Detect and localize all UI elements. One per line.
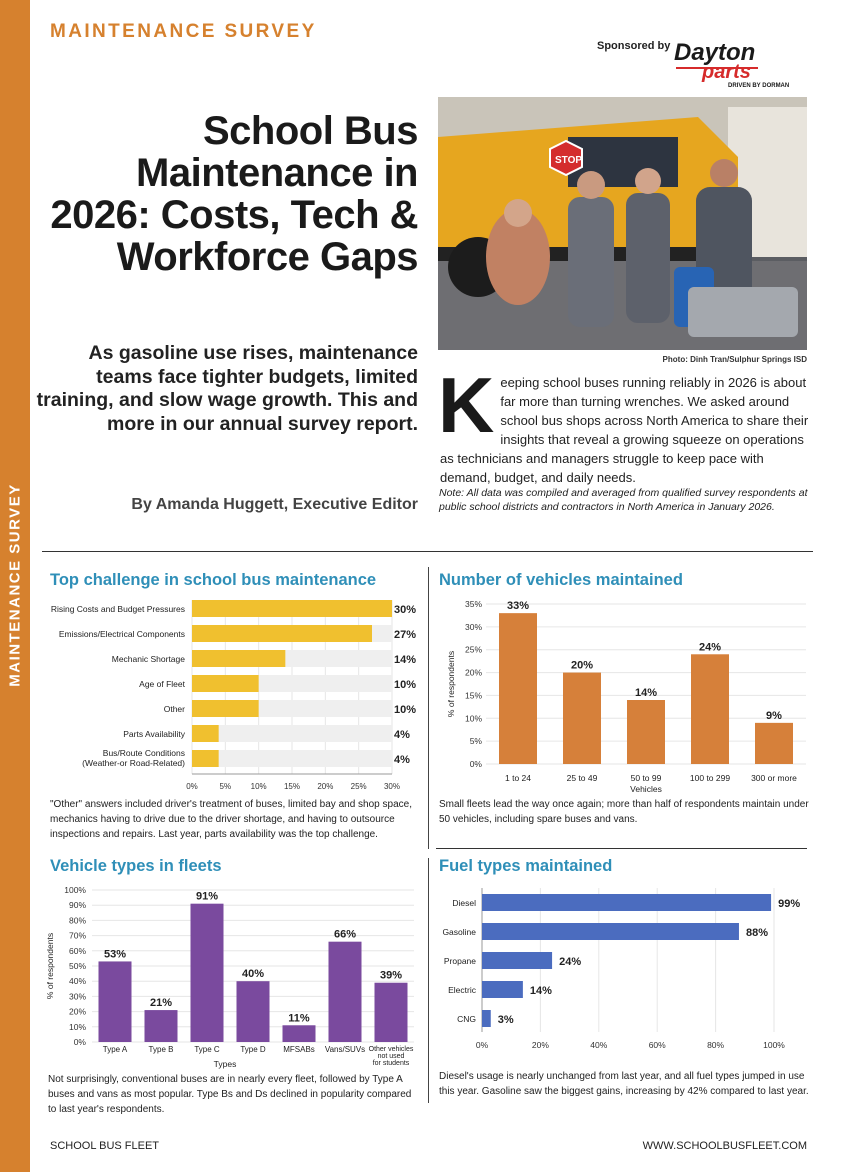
value-label: 39%: [379, 969, 403, 982]
tick-label: 5%: [219, 782, 232, 791]
category-label: Age of Fleet: [139, 679, 185, 689]
footer-publication: SCHOOL BUS FLEET: [50, 1140, 160, 1152]
value-label: 33%: [506, 600, 530, 613]
chart-fuel-types: [436, 882, 811, 1057]
chart-challenges: [40, 594, 425, 794]
category-label: Other vehicles: [368, 1046, 414, 1053]
tick-label: 100%: [64, 885, 86, 895]
x-axis-label: Types: [213, 1059, 237, 1069]
category-label: Rising Costs and Budget Pressures: [50, 604, 185, 614]
category-label: Bus/Route Conditions: [102, 748, 185, 758]
value-label: 14%: [394, 654, 417, 666]
sponsor-label: Sponsored by: [597, 40, 671, 52]
tick-label: 80%: [68, 915, 86, 926]
bar: [691, 654, 729, 764]
value-label: 10%: [394, 679, 417, 691]
bar: [192, 750, 219, 767]
tick-label: 0%: [469, 759, 482, 769]
category-label: 25 to 49: [566, 773, 598, 783]
tick-label: 10%: [250, 782, 267, 791]
tick-label: 15%: [283, 782, 301, 791]
value-label: 14%: [529, 985, 552, 997]
bar: [192, 650, 285, 667]
bar: [192, 725, 219, 742]
caption-vehicles: Small fleets lead the way once again; more than half of respondents maintain under 50 vehicles, including spare buses and vans.: [439, 799, 809, 825]
tick-label: 20%: [317, 782, 334, 791]
bar: [237, 981, 270, 1042]
category-label: not used: [377, 1053, 405, 1060]
tick-label: 35%: [464, 599, 482, 609]
value-label: 4%: [394, 729, 410, 741]
cover-photo: [438, 97, 807, 350]
byline: By Amanda Huggett, Executive Editor: [131, 496, 418, 513]
tick-label: 10%: [464, 713, 482, 724]
tick-label: 15%: [464, 690, 482, 701]
intro-text: eeping school buses running reliably in 2026 is about far more than turning wrenches. We asked around school bus shops across North America to share their insights that reveal a growing squeeze on operations as technicians and managers struggle to keep pace with demand, budget, and daily needs.: [440, 375, 809, 485]
tick-label: 20%: [531, 1040, 549, 1050]
caption-types: Not surprisingly, conventional buses are in nearly every fleet, followed by Type A buses and vans as most popular. Type Bs and Ds declined in popularity compared to last year's respondents.: [48, 1074, 412, 1115]
chart-title-fuel: Fuel types maintained: [439, 857, 613, 875]
section-label: MAINTENANCE SURVEY: [50, 21, 317, 42]
bar: [191, 904, 224, 1042]
value-label: 10%: [394, 704, 417, 716]
category-label: Vans/SUVs: [324, 1045, 366, 1054]
category-label: Type D: [240, 1045, 266, 1054]
bar: [192, 700, 259, 717]
tick-label: 20%: [464, 667, 482, 678]
value-label: 53%: [103, 948, 127, 961]
bar: [482, 894, 771, 911]
tick-label: 30%: [464, 621, 482, 632]
tick-label: 30%: [68, 991, 86, 1002]
category-label: Gasoline: [442, 927, 476, 937]
tick-label: 25%: [350, 782, 367, 791]
value-label: 91%: [195, 890, 219, 903]
value-label: 40%: [241, 968, 265, 981]
photo-credit: Photo: Dinh Tran/Sulphur Springs ISD: [662, 355, 807, 364]
caption-fuel: Diesel's usage is nearly unchanged from last year, and all fuel types jumped in use this year. Gasoline saw the biggest gains, increasing by 42% compared to last year.: [439, 1071, 809, 1097]
logo-tagline: DRIVEN BY DORMAN: [728, 83, 790, 88]
bar: [482, 952, 552, 969]
intro-paragraph: [438, 361, 810, 487]
value-label: 3%: [497, 1014, 514, 1026]
survey-note: Note: All data was compiled and averaged from qualified survey respondents at public school districts and contractors in North America in January 2026.: [439, 487, 808, 513]
tick-label: 50%: [68, 961, 86, 971]
column-divider-bottom: [428, 858, 429, 1103]
tick-label: 25%: [464, 644, 482, 655]
value-label: 9%: [766, 709, 782, 722]
category-label: Mechanic Shortage: [111, 654, 185, 664]
chart-title-challenges: Top challenge in school bus maintenance: [50, 571, 377, 589]
bar: [283, 1025, 316, 1042]
category-label: Type A: [102, 1045, 128, 1054]
tick-label: 5%: [469, 736, 482, 747]
tick-label: 60%: [68, 945, 86, 956]
y-axis-label: % of respondents: [45, 932, 55, 1000]
category-label: (Weather-or Road-Related): [82, 758, 185, 768]
value-label: 24%: [698, 641, 722, 654]
bar: [755, 723, 793, 764]
y-axis-label: % of respondents: [446, 650, 456, 718]
category-label: Propane: [443, 956, 476, 966]
tick-label: 90%: [68, 900, 86, 911]
category-label: Diesel: [452, 898, 476, 908]
value-label: 88%: [745, 927, 768, 939]
bar: [192, 675, 259, 692]
tick-label: 10%: [68, 1021, 86, 1032]
side-accent-bar: [0, 0, 30, 1172]
bar: [482, 981, 523, 998]
category-label: 50 to 99: [630, 773, 662, 783]
x-axis-label: Vehicles: [630, 784, 662, 794]
footer-url: WWW.SCHOOLBUSFLEET.COM: [642, 1140, 807, 1152]
section-divider: [42, 551, 813, 552]
tick-label: 0%: [475, 1040, 489, 1050]
tick-label: 70%: [68, 930, 86, 941]
bar: [499, 613, 537, 764]
logo-wordmark-secondary: parts: [702, 61, 751, 83]
sponsor-logo: [672, 38, 812, 88]
tick-label: 80%: [707, 1040, 725, 1050]
chart-title-types: Vehicle types in fleets: [50, 857, 222, 875]
value-label: 30%: [394, 604, 417, 616]
value-label: 99%: [778, 898, 801, 910]
bar: [145, 1010, 178, 1042]
article-subtitle: As gasoline use rises, maintenance teams face tighter budgets, limited training, and slow wage growth. This and more in our annual survey report.: [36, 342, 418, 435]
caption-challenges: "Other" answers included driver's treatment of buses, limited bay and shop space, mechanics having to drive due to the driver shortage, and having to outsource inspections and repairs. Last year, parts availability was the top challenge.: [50, 799, 412, 840]
value-label: 20%: [570, 659, 594, 672]
bar: [192, 600, 392, 617]
category-label: CNG: [457, 1014, 476, 1024]
tick-label: 0%: [186, 782, 198, 791]
chart-vehicle-types: [40, 878, 420, 1070]
category-label: Emissions/Electrical Components: [58, 629, 185, 639]
value-label: 21%: [149, 997, 173, 1010]
category-label: Parts Availability: [123, 729, 185, 739]
chart-vehicles: [436, 594, 811, 799]
tick-label: 60%: [648, 1040, 666, 1050]
bar: [375, 983, 408, 1042]
category-label: for students: [372, 1060, 410, 1067]
photo-stop-sign: STOP: [555, 155, 583, 166]
bar: [563, 673, 601, 764]
tick-label: 40%: [590, 1040, 608, 1050]
bar: [482, 923, 739, 940]
category-label: 100 to 299: [689, 773, 731, 783]
bar: [192, 625, 372, 642]
value-label: 4%: [394, 754, 410, 766]
article-title: School Bus Maintenance in 2026: Costs, Tech & Workforce Gaps: [50, 109, 418, 279]
bar-track: [192, 750, 392, 767]
bar: [482, 1010, 491, 1027]
tick-label: 40%: [68, 976, 86, 987]
value-label: 14%: [634, 687, 658, 699]
category-label: Electric: [448, 985, 476, 995]
bar: [627, 700, 665, 764]
value-label: 27%: [394, 629, 417, 641]
bar-track: [192, 725, 392, 742]
chart-title-vehicles: Number of vehicles maintained: [439, 571, 683, 589]
side-section-label: MAINTENANCE SURVEY: [6, 483, 24, 687]
category-label: 1 to 24: [505, 773, 531, 783]
column-divider-top: [428, 567, 429, 849]
category-label: Type C: [194, 1045, 220, 1054]
value-label: 11%: [288, 1012, 310, 1025]
category-label: Type B: [148, 1045, 174, 1054]
logo-wordmark: Dayton: [674, 39, 756, 66]
value-label: 66%: [333, 928, 357, 941]
tick-label: 30%: [383, 782, 401, 791]
bar: [99, 961, 132, 1042]
tick-label: 20%: [68, 1006, 86, 1017]
category-label: MFSABs: [283, 1045, 315, 1054]
category-label: Other: [163, 704, 185, 714]
tick-label: 100%: [763, 1040, 785, 1050]
category-label: 300 or more: [751, 773, 797, 783]
bar: [329, 942, 362, 1042]
drop-cap: K: [438, 361, 495, 449]
chart-divider-right: [436, 848, 807, 849]
value-label: 24%: [559, 956, 582, 968]
tick-label: 0%: [73, 1037, 86, 1047]
